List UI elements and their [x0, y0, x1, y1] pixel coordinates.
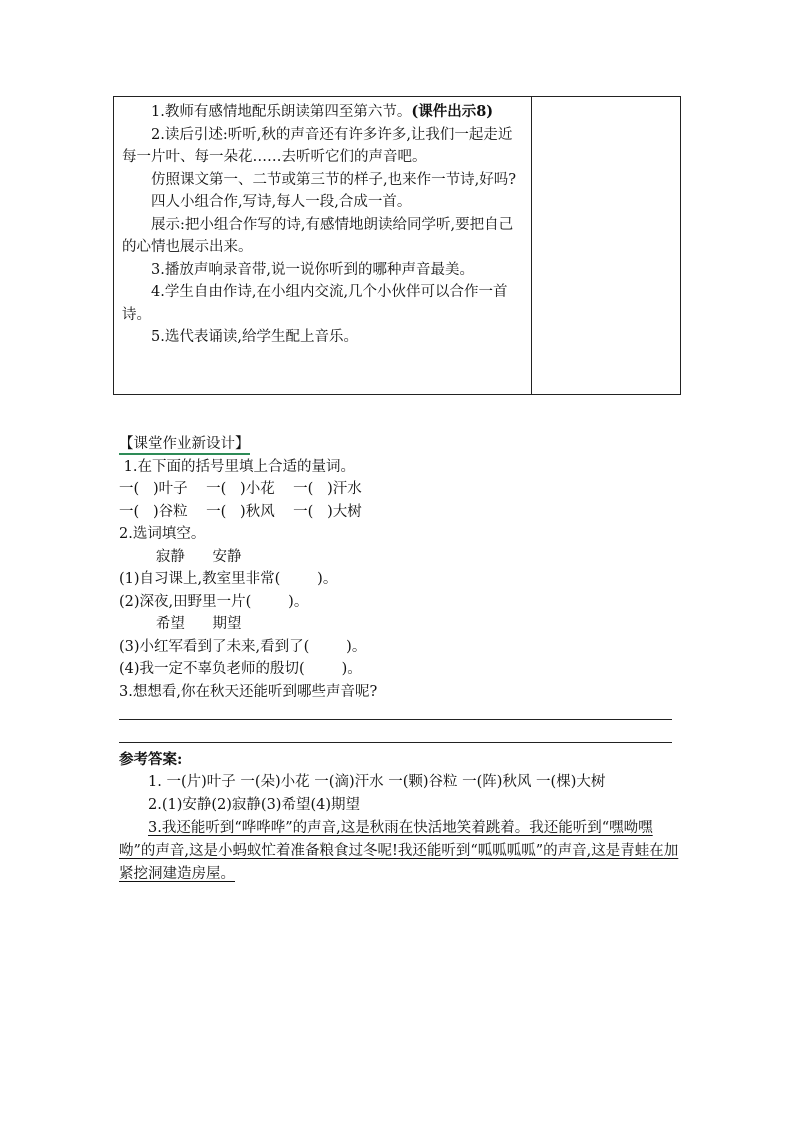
answer-3: 3.我还能听到“哗哗哗”的声音,这是秋雨在快活地笑着跳着。我还能听到“嘿呦嘿呦”的声音,这是小蚂蚁忙着准备粮食过冬呢!我还能听到“呱呱呱呱”的声音,这是青蛙在加紧挖洞建造房屋。: [119, 820, 679, 882]
question-1-row-1: 一( )叶子 一( )小花 一( )汗水: [119, 481, 362, 497]
answers-label: 参考答案:: [119, 751, 183, 768]
lesson-step-3: 3.播放声响录音带,说一说你听到的哪种声音最美。: [151, 261, 474, 278]
question-2-sentence-1: (1)自习课上,教室里非常( )。: [119, 571, 338, 587]
courseware-note: (课件出示8): [411, 103, 494, 120]
homework-section: [119, 433, 679, 703]
lesson-step-2: 2.读后引述:听听,秋的声音还有许多许多,让我们一起走近每一片叶、每一朵花……去听听它们的声音吧。: [122, 126, 513, 165]
question-2: 2.选词填空。: [119, 526, 206, 542]
lesson-step-group: 四人小组合作,写诗,每人一段,合成一首。: [151, 194, 412, 210]
answer-line-1: [119, 719, 672, 720]
lesson-steps-cell: [114, 97, 532, 394]
question-2-sentence-3: (3)小红军看到了未来,看到了( )。: [119, 638, 367, 655]
lesson-step-5: 5.选代表诵读,给学生配上音乐。: [151, 329, 358, 345]
answer-line-2: [119, 742, 672, 743]
question-2-sentence-4: (4)我一定不辜负老师的殷切( )。: [119, 661, 362, 677]
answer-1: 1. 一(片)叶子 一(朵)小花 一(滴)汗水 一(颗)谷粒 一(阵)秋风 一(棵)大树: [148, 774, 606, 790]
homework-title: 【课堂作业新设计】: [119, 435, 250, 455]
question-3: 3.想想看,你在秋天还能听到哪些声音呢?: [119, 683, 378, 700]
answer-2: 2.(1)安静(2)寂静(3)希望(4)期望: [148, 797, 360, 813]
lesson-table: [113, 96, 681, 395]
word-choices-1: 寂静 安静: [119, 548, 242, 565]
question-1: 1.在下面的括号里填上合适的量词。: [119, 458, 355, 475]
question-1-row-2: 一( )谷粒 一( )秋风 一( )大树: [119, 503, 362, 520]
answers-section: [119, 748, 681, 886]
lesson-step-1: [122, 101, 523, 124]
lesson-step-1-text: 1.教师有感情地配乐朗读第四至第六节。: [151, 104, 412, 120]
word-choices-2: 希望 期望: [119, 616, 242, 632]
lesson-step-show: 展示:把小组合作写的诗,有感情地朗读给同学听,要把自己的心情也展示出来。: [122, 216, 514, 255]
notes-cell: [532, 97, 680, 394]
question-2-sentence-2: (2)深夜,田野里一片( )。: [119, 593, 309, 610]
lesson-step-4: 4.学生自由作诗,在小组内交流,几个小伙伴可以合作一首诗。: [122, 284, 508, 323]
lesson-step-imitate: 仿照课文第一、二节或第三节的样子,也来作一节诗,好吗?: [151, 171, 516, 188]
